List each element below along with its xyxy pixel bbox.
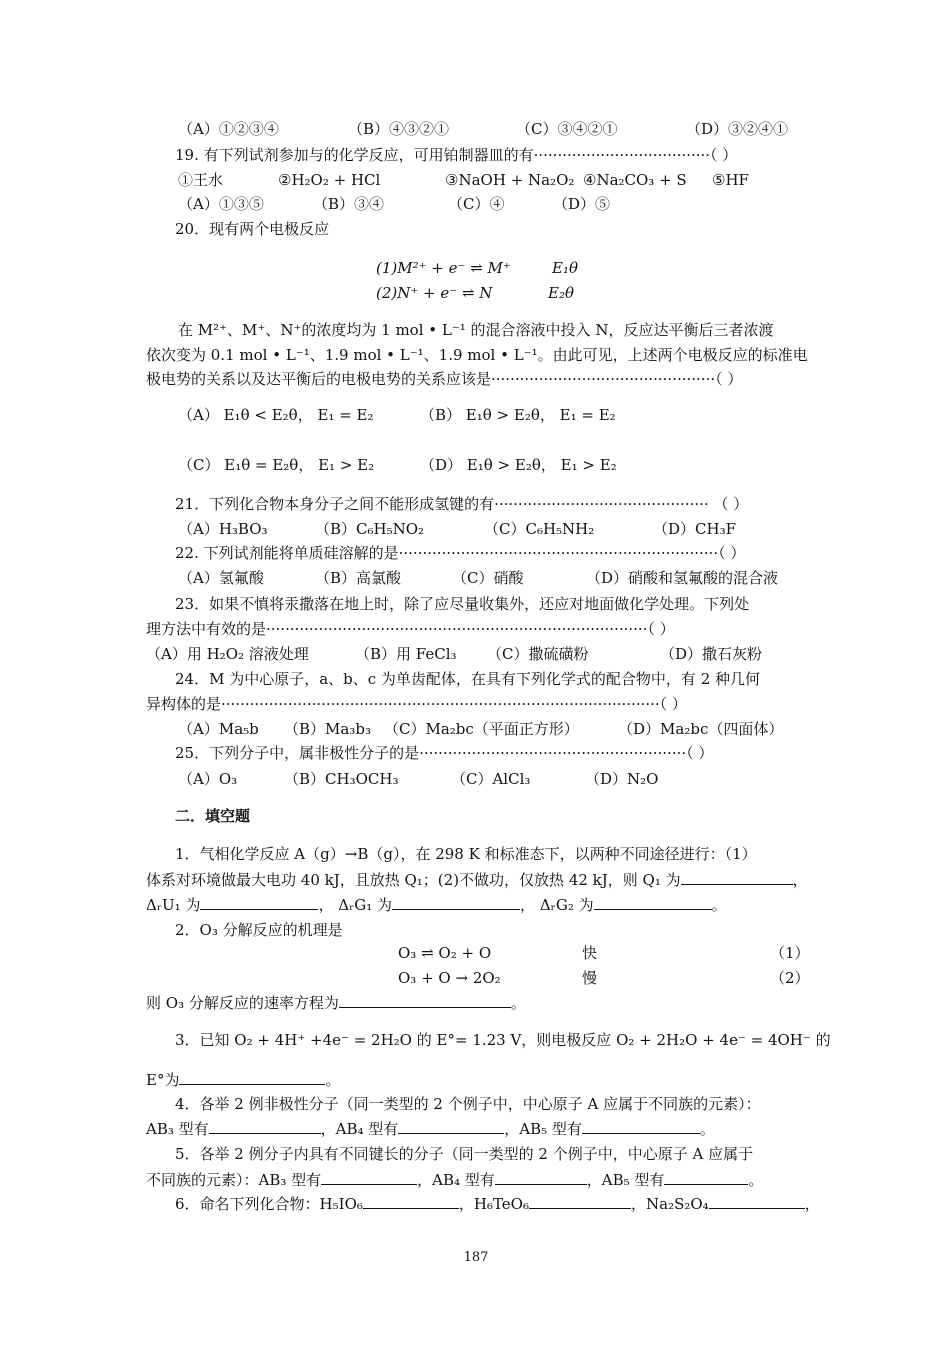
q19-option-c: （C）④	[448, 195, 505, 213]
q24-stem-line: 异构体的是····························································································（ ）	[146, 695, 687, 713]
q18-option-b: （B）④③②①	[348, 120, 450, 138]
answer-blank[interactable]	[398, 1119, 504, 1134]
q19-option-a: （A）①③⑤	[178, 195, 264, 213]
q24-option-b: （B）Ma₃b₃	[284, 720, 371, 738]
q20-option-b: （B） E₁θ > E₂θ， E₁ = E₂	[420, 406, 616, 424]
f2-reaction-2-speed: 慢	[582, 969, 598, 987]
f3-line: E°为 。	[146, 1071, 341, 1089]
q19-stem: 19. 有下列试剂参加与的化学反应，可用铂制器皿的有·····································（ ）	[175, 146, 738, 164]
f4-line: AB₃ 型有 ，AB₄ 型有 ，AB₅ 型有 。	[146, 1120, 715, 1138]
q22-option-d: （D）硝酸和氢氟酸的混合液	[586, 569, 779, 587]
q20-equation-2-potential: E₂θ	[548, 284, 574, 302]
q23-stem-line: 23．如果不慎将汞撒落在地上时，除了应尽量收集外，还应对地面做化学处理。下列处	[175, 595, 750, 613]
q18-option-a: （A）①②③④	[178, 120, 279, 138]
q25-option-b: （B）CH₃OCH₃	[284, 770, 399, 788]
answer-blank[interactable]	[392, 895, 520, 910]
f2-line: 则 O₃ 分解反应的速率方程为 。	[146, 994, 526, 1012]
q23-option-d: （D）撒石灰粉	[660, 645, 763, 663]
answer-blank[interactable]	[594, 895, 712, 910]
f2-reaction-2-number: （2）	[770, 969, 810, 987]
answer-blank[interactable]	[582, 1119, 700, 1134]
q20-option-d: （D） E₁θ > E₂θ， E₁ > E₂	[420, 456, 617, 474]
q24-option-c: （C）Ma₂bc（平面正方形）	[384, 720, 579, 738]
f2-reaction-1: O₃ ⇌ O₂ + O	[398, 944, 492, 962]
answer-blank[interactable]	[200, 895, 318, 910]
f2-line: 2．O₃ 分解反应的机理是	[175, 921, 343, 939]
q18-option-c: （C）③④②①	[516, 120, 618, 138]
q20-equation-1: (1)M²⁺ + e⁻ ⇌ M⁺	[376, 259, 511, 277]
q24-stem-line: 24．M 为中心原子，a、b、c 为单齿配体，在具有下列化学式的配合物中，有 2 种几何	[175, 670, 761, 688]
answer-blank[interactable]	[664, 1170, 748, 1185]
page-number: 187	[463, 1250, 489, 1265]
q21-option-d: （D）CH₃F	[653, 520, 737, 538]
q19-item: ⑤HF	[712, 171, 749, 189]
f1-line: ΔᵣU₁ 为 ， ΔᵣG₁ 为 ， ΔᵣG₂ 为 。	[146, 896, 727, 914]
answer-blank[interactable]	[209, 1119, 321, 1134]
q22-stem: 22. 下列试剂能将单质硅溶解的是···································································（ ）	[175, 544, 746, 562]
answer-blank[interactable]	[681, 870, 793, 885]
q20-option-a: （A） E₁θ < E₂θ， E₁ = E₂	[178, 406, 374, 424]
f1-line: 1．气相化学反应 A（g）→B（g），在 298 K 和标准态下，以两种不同途径进行：（1）	[175, 845, 757, 863]
answer-blank[interactable]	[529, 1194, 631, 1209]
q20-option-c: （C） E₁θ = E₂θ， E₁ > E₂	[178, 456, 375, 474]
q23-option-b: （B）用 FeCl₃	[355, 645, 457, 663]
answer-blank[interactable]	[363, 1194, 459, 1209]
answer-blank[interactable]	[495, 1170, 587, 1185]
q25-stem: 25．下列分子中，属非极性分子的是························································（ ）	[175, 744, 714, 762]
f2-reaction-2: O₃ + O → 2O₂	[398, 969, 501, 987]
q20-body-line: 依次变为 0.1 mol • L⁻¹、1.9 mol • L⁻¹、1.9 mol • L⁻¹。由此可见，上述两个电极反应的标准电	[146, 346, 808, 364]
f1-line: 体系对环境做最大电功 40 kJ，且放热 Q₁；(2)不做功，仅放热 42 kJ，则 Q₁ 为 ，	[146, 871, 808, 889]
q21-stem: 21．下列化合物本身分子之间不能形成氢键的有············································· （ ）	[175, 495, 749, 513]
q19-option-d: （D）⑤	[553, 195, 611, 213]
q19-item: ②H₂O₂ + HCl	[278, 171, 381, 189]
q23-option-c: （C）撒硫磺粉	[487, 645, 589, 663]
f3-line: 3．已知 O₂ + 4H⁺ +4e⁻ = 2H₂O 的 E°= 1.23 V，则电极反应 O₂ + 2H₂O + 4e⁻ = 4OH⁻ 的	[175, 1031, 831, 1049]
q20-equation-2: (2)N⁺ + e⁻ ⇌ N	[376, 284, 493, 302]
q19-item: ①王水	[178, 171, 224, 189]
answer-blank[interactable]	[321, 1170, 417, 1185]
q20-equation-1-potential: E₁θ	[552, 259, 578, 277]
q20-body-line: 极电势的关系以及达平衡后的电极电势的关系应该是···············································（ ）	[146, 370, 743, 388]
q24-option-a: （A）Ma₅b	[178, 720, 259, 738]
q19-option-b: （B）③④	[313, 195, 385, 213]
q20-stem: 20．现有两个电极反应	[175, 220, 330, 238]
f5-line: 不同族的元素）：AB₃ 型有 ，AB₄ 型有 ，AB₅ 型有 。	[146, 1171, 764, 1189]
q25-option-c: （C）AlCl₃	[451, 770, 531, 788]
f2-reaction-1-number: （1）	[770, 944, 810, 962]
f2-reaction-1-speed: 快	[582, 944, 598, 962]
q20-body-line: 在 M²⁺、M⁺、N⁺的浓度均为 1 mol • L⁻¹ 的混合溶液中投入 N，反应达平衡后三者浓渡	[178, 321, 774, 339]
q25-option-a: （A）O₃	[178, 770, 238, 788]
q19-item: ③NaOH + Na₂O₂	[445, 171, 575, 189]
q21-option-a: （A）H₃BO₃	[178, 520, 268, 538]
answer-blank[interactable]	[709, 1194, 805, 1209]
q21-option-b: （B）C₆H₅NO₂	[315, 520, 425, 538]
q22-option-c: （C）硝酸	[452, 569, 524, 587]
f4-line: 4．各举 2 例非极性分子（同一类型的 2 个例子中，中心原子 A 应属于不同族的元素）：	[175, 1095, 761, 1113]
answer-blank[interactable]	[179, 1070, 325, 1085]
f6-line: 6．命名下列化合物：H₅IO₆ ，H₆TeO₆ ，Na₂S₂O₄ ，	[175, 1195, 820, 1213]
q25-option-d: （D）N₂O	[585, 770, 659, 788]
q21-option-c: （C）C₆H₅NH₂	[484, 520, 595, 538]
q19-item: ④Na₂CO₃ + S	[583, 171, 687, 189]
q23-stem-line: 理方法中有效的是················································································（ ）	[146, 620, 675, 638]
q23-option-a: （A）用 H₂O₂ 溶液处理	[146, 645, 309, 663]
q18-option-d: （D）③②④①	[686, 120, 789, 138]
f5-line: 5．各举 2 例分子内具有不同键长的分子（同一类型的 2 个例子中，中心原子 A 应属于	[175, 1145, 754, 1163]
q22-option-a: （A）氢氟酸	[178, 569, 264, 587]
section-title: 二．填空题	[175, 807, 251, 825]
q24-option-d: （D）Ma₂bc（四面体）	[618, 720, 784, 738]
answer-blank[interactable]	[339, 993, 511, 1008]
q22-option-b: （B）高氯酸	[315, 569, 402, 587]
